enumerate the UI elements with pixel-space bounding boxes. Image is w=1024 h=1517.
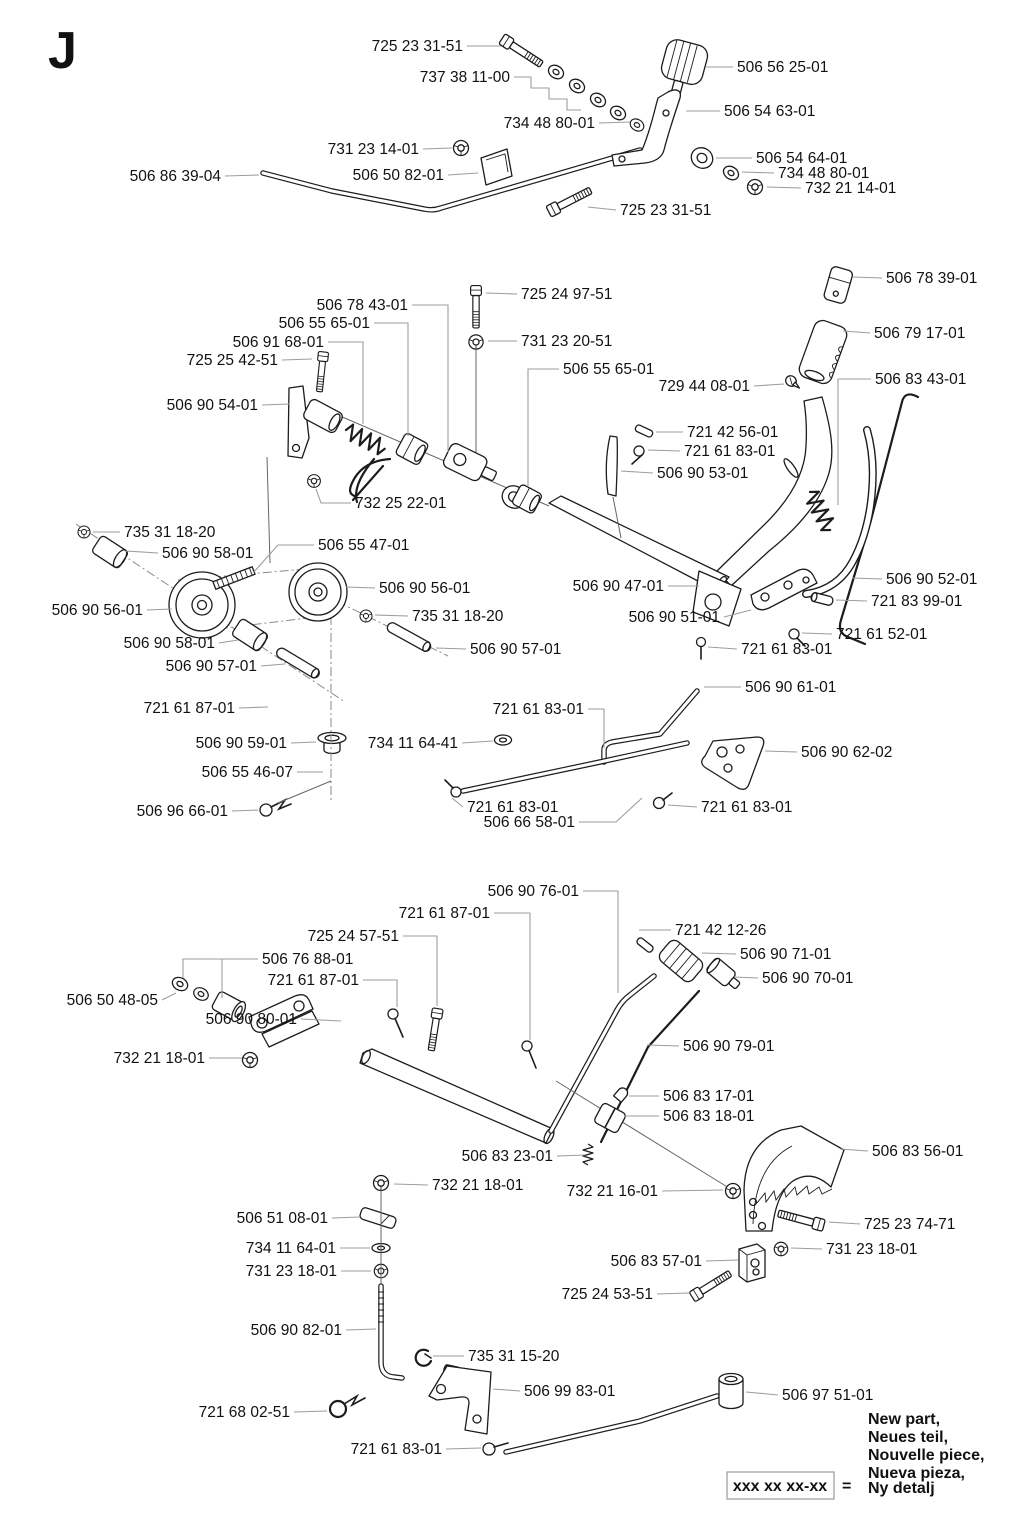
leader-line <box>588 207 616 210</box>
leader-line <box>657 1293 689 1294</box>
leader-line <box>394 1184 428 1185</box>
leader-line <box>363 980 397 1007</box>
part-label: 506 90 57-01 <box>165 658 257 675</box>
part-label: 725 23 31-51 <box>371 38 463 55</box>
part-label: 506 78 39-01 <box>886 270 978 287</box>
bolt-icon <box>777 1208 826 1232</box>
leader-line <box>262 404 289 405</box>
part-label: 506 90 47-01 <box>572 578 664 595</box>
page-title: J <box>48 22 77 80</box>
leader-line <box>494 913 530 1040</box>
spacer-icon <box>231 618 269 652</box>
leader-line <box>621 471 653 473</box>
leader-line <box>754 384 784 386</box>
nut-icon <box>243 1053 258 1068</box>
choke-lever-drawing <box>612 90 680 166</box>
part-label: 721 61 83-01 <box>350 1441 442 1458</box>
part-label: 721 68 02-51 <box>198 1404 290 1421</box>
leader-line <box>742 172 774 173</box>
part-label: 734 11 64-41 <box>367 735 458 752</box>
leader-line <box>346 587 375 588</box>
part-label: 506 56 25-01 <box>737 59 829 76</box>
u-bracket-drawing <box>429 1366 491 1434</box>
bolt-icon <box>314 351 328 392</box>
threaded-rod-drawing <box>381 1286 402 1378</box>
leader-line <box>294 1411 327 1412</box>
hairpin-clip-icon <box>330 1396 365 1417</box>
part-label: 734 48 80-01 <box>778 165 870 182</box>
part-label: 506 76 88-01 <box>262 951 354 968</box>
leader-line <box>147 609 172 610</box>
pin-icon <box>810 592 834 606</box>
cotter-pin-icon <box>522 1041 536 1068</box>
part-label: 721 61 87-01 <box>143 700 235 717</box>
legend-line-fr: Nouvelle piece, <box>868 1447 985 1464</box>
legend-equals: = <box>842 1478 852 1495</box>
shaft-icon <box>275 646 321 679</box>
part-label: 506 83 57-01 <box>610 1253 702 1270</box>
leader-line <box>219 640 238 643</box>
cotter-pin-icon <box>445 780 461 797</box>
sleeve-drawing <box>705 957 743 993</box>
part-label: 731 23 18-01 <box>826 1241 918 1258</box>
bracket-drawing <box>288 386 309 458</box>
legend-line-de: Neues teil, <box>868 1429 949 1446</box>
part-label: 506 90 80-01 <box>205 1011 297 1028</box>
part-label: 732 21 16-01 <box>566 1183 658 1200</box>
part-label: 506 50 82-01 <box>352 167 444 184</box>
part-label: 735 31 15-20 <box>468 1348 560 1365</box>
part-label: 506 55 46-07 <box>201 764 293 781</box>
part-label: 732 25 22-01 <box>355 495 447 512</box>
part-label: 506 90 62-02 <box>801 744 893 761</box>
nut-icon <box>454 141 469 156</box>
leader-line <box>452 798 463 807</box>
link-rod-drawing <box>463 743 687 791</box>
part-label: 506 90 57-01 <box>470 641 562 658</box>
part-label: 506 83 23-01 <box>461 1148 553 1165</box>
legend-line-es: Nueva pieza, <box>868 1465 965 1482</box>
leader-line <box>579 798 642 822</box>
pin-icon <box>634 424 653 438</box>
leader-line <box>316 489 351 503</box>
part-label: 506 50 48-05 <box>66 992 158 1009</box>
leader-line <box>412 305 448 452</box>
leader-line <box>282 359 312 360</box>
leader-line <box>375 615 408 616</box>
pin-icon <box>359 1207 397 1230</box>
part-label: 506 90 52-01 <box>886 571 978 588</box>
main-tube-drawing <box>360 1049 553 1143</box>
washer-icon <box>721 163 741 182</box>
leader-line <box>239 707 268 708</box>
part-label: 725 23 31-51 <box>620 202 712 219</box>
part-label: 506 51 08-01 <box>236 1210 328 1227</box>
leader-line <box>836 600 867 601</box>
part-label: 734 11 64-01 <box>245 1240 336 1257</box>
leader-line <box>557 1155 585 1156</box>
leader-line <box>765 751 797 752</box>
bolt-icon <box>689 1269 733 1302</box>
part-label: 721 61 83-01 <box>467 799 559 816</box>
triangle-plate-drawing <box>702 737 764 789</box>
small-spring-icon <box>578 1142 599 1168</box>
shaft-icon <box>386 621 433 653</box>
part-label: 506 54 63-01 <box>724 103 816 120</box>
part-label: 721 83 99-01 <box>871 593 963 610</box>
nut-icon <box>748 180 763 195</box>
bolt-icon <box>471 286 482 328</box>
leader-line <box>648 450 680 451</box>
leader-line <box>662 1190 723 1191</box>
c-clip-icon <box>416 1350 431 1366</box>
part-label: 506 55 65-01 <box>278 315 370 332</box>
leader-line <box>708 647 737 649</box>
part-label: 732 21 18-01 <box>113 1050 205 1067</box>
leader-line <box>802 633 832 634</box>
leader-line <box>291 742 316 743</box>
part-label: 731 23 18-01 <box>245 1263 337 1280</box>
part-label: 506 90 54-01 <box>166 397 258 414</box>
knob-drawing <box>655 37 710 101</box>
pulley-drawing <box>289 563 347 621</box>
part-label: 506 90 79-01 <box>683 1038 775 1055</box>
part-label: 506 83 43-01 <box>875 371 967 388</box>
leader-line <box>448 173 478 175</box>
part-label: 734 48 80-01 <box>503 115 595 132</box>
part-label: 729 44 08-01 <box>658 378 750 395</box>
spring-icon <box>342 423 388 456</box>
leader-line <box>126 551 158 553</box>
leader-line <box>528 369 559 486</box>
part-label: 737 38 11-00 <box>419 69 510 86</box>
bushing-drawing <box>395 432 429 465</box>
hairpin-clip-icon <box>260 800 291 816</box>
leader-line <box>829 1222 860 1224</box>
washer-icon <box>192 985 211 1003</box>
leader-line <box>647 1045 679 1046</box>
leader-line <box>853 277 882 278</box>
part-label: 721 42 12-26 <box>675 922 767 939</box>
part-label: 506 90 53-01 <box>657 465 749 482</box>
bolt-icon <box>426 1008 443 1051</box>
screw-icon <box>784 374 803 392</box>
part-label: 725 23 74-71 <box>864 1216 956 1233</box>
part-label: 506 55 47-01 <box>318 537 410 554</box>
part-label: 506 83 56-01 <box>872 1143 964 1160</box>
cap-drawing <box>823 266 854 305</box>
part-label: 506 90 58-01 <box>162 545 254 562</box>
nut-icon <box>469 335 483 349</box>
leader-line <box>706 1260 738 1261</box>
leader-line <box>852 578 882 579</box>
part-label: 506 90 82-01 <box>250 1322 342 1339</box>
washer-icon <box>170 975 190 993</box>
part-label: 732 21 18-01 <box>432 1177 524 1194</box>
legend <box>727 1411 985 1499</box>
nut-icon <box>360 610 372 622</box>
part-label: 506 90 59-01 <box>195 735 287 752</box>
part-label: 506 90 51-01 <box>628 609 720 626</box>
leader-line <box>423 148 452 149</box>
cotter-pin-icon <box>388 1009 403 1037</box>
bushing-drawing <box>687 144 716 173</box>
legend-line-sv: Ny detalj <box>868 1480 935 1497</box>
ribbed-sleeve-drawing <box>657 938 706 985</box>
part-label: 506 96 66-01 <box>136 803 228 820</box>
part-label: 725 25 42-51 <box>186 352 278 369</box>
cotter-pin-icon <box>697 638 706 660</box>
washer-icon <box>495 735 512 745</box>
leader-line <box>486 293 517 294</box>
legend-line-en: New part, <box>868 1411 941 1428</box>
clamp-block-drawing <box>739 1244 765 1282</box>
part-label: 732 21 14-01 <box>805 180 897 197</box>
part-label: 721 61 52-01 <box>836 626 928 643</box>
leader-line <box>332 1217 360 1218</box>
leader-line <box>734 977 758 978</box>
leader-line <box>702 953 736 954</box>
bolt-icon <box>499 34 545 70</box>
leader-line <box>767 187 801 188</box>
part-label: 721 61 83-01 <box>741 641 833 658</box>
leader-line <box>261 664 285 666</box>
blade-lever-drawing <box>606 436 617 496</box>
leader-line <box>588 709 604 748</box>
grommet-drawing <box>318 733 346 754</box>
washer-icon <box>608 103 628 122</box>
part-label: 506 55 65-01 <box>563 361 655 378</box>
leader-line <box>232 810 258 811</box>
part-label: 731 23 20-51 <box>521 333 613 350</box>
part-label: 725 24 53-51 <box>561 1286 653 1303</box>
part-label: 506 86 39-04 <box>129 168 221 185</box>
nut-icon <box>774 1242 788 1256</box>
part-label: 506 90 76-01 <box>487 883 579 900</box>
nut-icon <box>726 1184 741 1199</box>
nut-icon <box>78 526 90 538</box>
part-label: 721 61 87-01 <box>267 972 359 989</box>
cotter-pin-icon <box>632 446 644 464</box>
part-label: 735 31 18-20 <box>124 524 216 541</box>
bolt-icon <box>546 185 593 217</box>
leader-line <box>162 993 176 1000</box>
nut-icon <box>308 475 321 488</box>
leader-line <box>346 1329 376 1330</box>
part-label: 506 90 70-01 <box>762 970 854 987</box>
threaded-rod-drawing <box>381 1286 402 1378</box>
part-label: 506 90 61-01 <box>745 679 837 696</box>
leader-line <box>583 891 618 993</box>
part-label: 506 90 56-01 <box>379 580 471 597</box>
washer-icon <box>546 62 566 81</box>
handle-grip-drawing <box>797 318 849 386</box>
leader-line <box>599 122 630 123</box>
part-label: 506 90 71-01 <box>740 946 832 963</box>
part-label-layer <box>52 38 978 1458</box>
part-label: 506 66 58-01 <box>483 814 575 831</box>
eye-cylinder-drawing <box>719 1374 743 1409</box>
part-label: 506 83 18-01 <box>663 1108 755 1125</box>
part-label: 506 91 68-01 <box>232 334 324 351</box>
leader-line <box>791 1248 822 1249</box>
part-label: 506 83 17-01 <box>663 1088 755 1105</box>
leader-line <box>493 1389 520 1391</box>
washer-icon <box>588 90 608 109</box>
leader-line <box>225 175 259 176</box>
leader-line <box>436 648 466 649</box>
link-plate-drawing <box>751 569 817 610</box>
part-label: 506 54 64-01 <box>756 150 848 167</box>
leader-line <box>746 1392 778 1395</box>
part-label: 721 61 83-01 <box>684 443 776 460</box>
part-label: 506 90 56-01 <box>51 602 143 619</box>
part-label: 731 23 14-01 <box>327 141 419 158</box>
part-label: 721 61 83-01 <box>701 799 793 816</box>
part-label: 506 97 51-01 <box>782 1387 874 1404</box>
hex-plug-icon <box>374 1176 389 1191</box>
leader-line <box>374 323 408 436</box>
cotter-pin-icon <box>654 793 673 809</box>
leader-line <box>183 959 258 978</box>
washer-icon <box>567 76 587 95</box>
leader-line <box>446 1448 481 1449</box>
leader-line <box>403 936 437 1006</box>
leader-line <box>462 741 493 743</box>
part-label: 506 99 83-01 <box>524 1383 616 1400</box>
part-label: 506 78 43-01 <box>316 297 408 314</box>
pin-icon <box>636 937 654 954</box>
leader-line <box>668 805 697 807</box>
part-label: 506 79 17-01 <box>874 325 966 342</box>
washer-icon <box>628 116 646 133</box>
part-label: 506 90 58-01 <box>123 635 215 652</box>
part-label: 721 42 56-01 <box>687 424 779 441</box>
part-label: 735 31 18-20 <box>412 608 504 625</box>
choke-rod-drawing <box>263 150 640 210</box>
choke-rod-drawing <box>263 150 640 210</box>
part-label: 725 24 97-51 <box>521 286 613 303</box>
part-label: 725 24 57-51 <box>307 928 399 945</box>
part-label: 721 61 87-01 <box>398 905 490 922</box>
legend-pattern: xxx xx xx-xx <box>732 1478 828 1495</box>
part-label: 721 61 83-01 <box>492 701 584 718</box>
